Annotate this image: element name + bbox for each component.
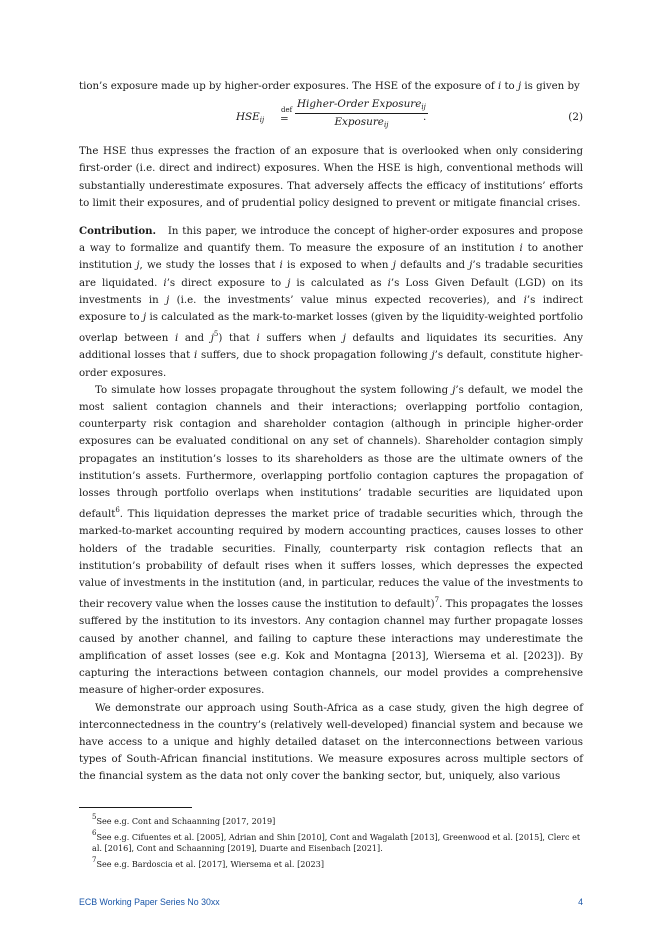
footnote-ref-7[interactable]: 7 <box>434 596 440 605</box>
main-body <box>79 78 583 786</box>
footnote-ref-6[interactable]: 6 <box>115 506 120 515</box>
equation-lhs: $HSE_{ij}$ <box>236 111 265 125</box>
footnote-7: $^7$See e.g. Bardoscia et al. [2017], Wiersema et al. [2023] <box>92 855 324 869</box>
paragraph-contribution: Contribution. In this paper, we introduce the concept of higher-order exposures and propose a way to formalize and quantify them. To measure the exposure of an institution i to another institution j, we study the losses that i is exposed to when j defaults and j’s tradable securities are liquidated. i’s direct exposure to j is calculated as i’s Loss Given Default (LGD) on its investments in j (i.e. the investments’ value minus expected recoveries), and i’s indirect exposure to j is calculated as the mark-to-market losses (given by the liquidity-weighted portfolio overlap between i and $j^5$) that i suffers when j defaults and liquidates its securities. Any additional losses that i suffers, due to shock propagation following j’s default, constitute higher-order exposures. <box>79 225 584 379</box>
page-footer <box>79 897 583 911</box>
footnote-6: $^6$See e.g. Cifuentes et al. [2005], Adrian and Shin [2010], Cont and Wagalath [2013], Greenwood et al. [2015], Clerc et al. [2016], Cont and Schaanning [2019], Duarte and Eisenbach [2021]. <box>92 828 581 853</box>
equation-period: . <box>423 111 427 124</box>
footnote-rule <box>79 807 192 808</box>
equation-def-label: def <box>281 106 293 115</box>
equation-fraction <box>295 98 428 129</box>
contribution-heading: Contribution. <box>79 225 157 238</box>
footnote-ref-5[interactable]: 5 <box>213 330 219 339</box>
series-link[interactable]: ECB Working Paper Series No 30xx <box>79 897 220 907</box>
spacer <box>79 212 583 223</box>
paragraph-intro: tion’s exposure made up by higher-order exposures. The HSE of the exposure of i to j is given by <box>79 81 580 92</box>
page-number: 4 <box>578 897 583 907</box>
equation-2 <box>79 98 583 138</box>
equation-denominator: Exposure$_{ij}$ <box>334 116 389 130</box>
footnote-5: $^5$See e.g. Cont and Schaanning [2017, 2019] <box>92 813 276 826</box>
paragraph-demonstration: We demonstrate our approach using South-Africa as a case study, given the high degree of interconnectedness in the country’s (relatively well-developed) financial system and because we have access to a unique and highly detailed dataset on the interconnections between various types of South-African financial institutions. We measure exposures across multiple sectors of the financial system as the data not only cover the banking sector, but, uniquely, also various <box>79 702 583 783</box>
paragraph-simulation: To simulate how losses propagate throughout the system following j’s default, we model the most salient contagion channels and their interactions; overlapping portfolio contagion, counterparty risk contagion and shareholder contagion (although in principle higher-order exposures can be evaluated conditional on any set of channels). Shareholder contagion simply propagates an institution’s losses to its shareholders as those are the ultimate owners of the institution’s assets. Furthermore, overlapping portfolio contagion captures the propagation of losses through portfolio overlaps when institutions’ tradable securities are liquidated upon default$^6$. This liquidation depresses the market price of tradable securities which, through the marked-to-market accounting required by modern accounting practices, causes losses to other holders of the tradable securities. Finally, counterparty risk contagion reflects that an institution’s probability of default rises when it suffers losses, which depresses the expected value of investments in the institution (and, in particular, reduces the value of the investments to their recovery value when the losses cause the institution to default)$^7$. This propagates the losses suffered by the institution to its investors. Any contagion channel may further propagate losses caused by another channel, and failing to capture these interactions may underestimate the amplification of asset losses (see e.g. Kok and Montagna [2013], Wiersema et al. [2023]). By capturing the interactions between contagion channels, our model provides a comprehensive measure of higher-order exposures. <box>79 384 584 697</box>
equation-number: (2) <box>568 111 583 124</box>
paragraph-hse: The HSE thus expresses the fraction of an exposure that is overlooked when only considering first-order (i.e. direct and indirect) exposures. When the HSE is high, conventional methods will substantially underestimate exposures. That adversely affects the efficacy of institutions’ efforts to limit their exposures, and of prudential policy designed to prevent or mitigate financial crises. <box>79 146 583 209</box>
equation-numerator: Higher-Order Exposure$_{ij}$ <box>295 98 428 114</box>
footnotes <box>79 807 583 870</box>
equation-equals: = <box>280 113 289 126</box>
